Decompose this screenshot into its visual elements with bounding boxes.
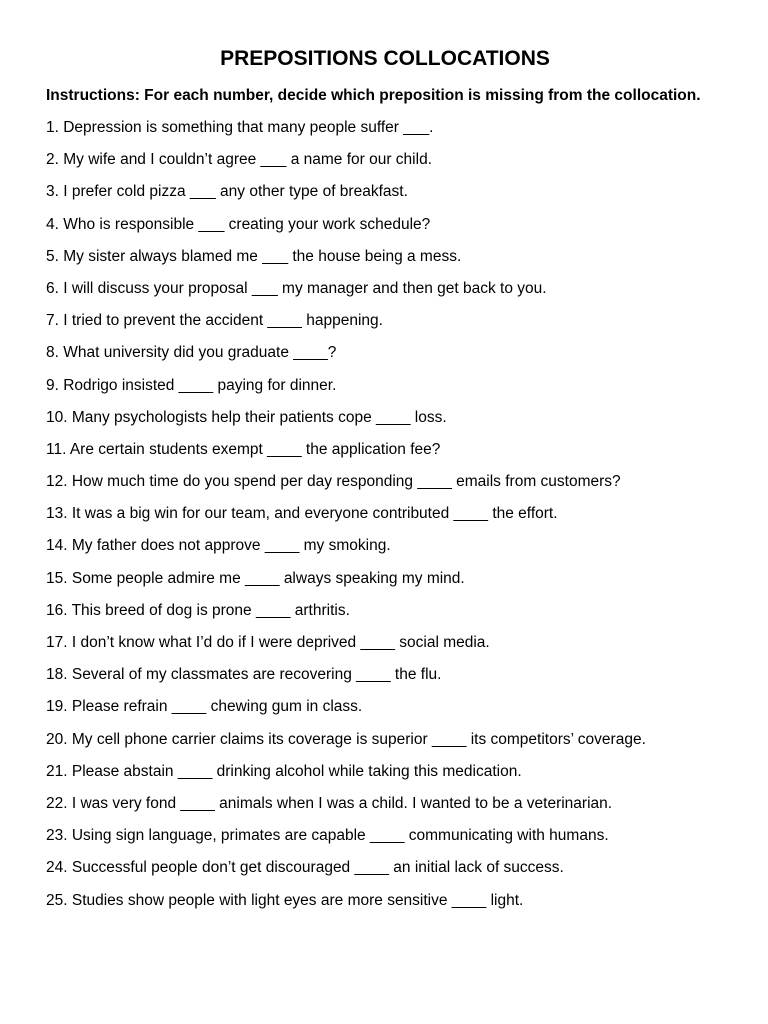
question-item: 24. Successful people don’t get discouraged ____ an initial lack of success. bbox=[46, 859, 564, 877]
worksheet-title: PREPOSITIONS COLLOCATIONS bbox=[220, 47, 550, 70]
question-item: 22. I was very fond ____ animals when I was a child. I wanted to be a veterinarian. bbox=[46, 794, 613, 812]
question-item: 21. Please abstain ____ drinking alcohol while taking this medication. bbox=[46, 762, 522, 780]
question-item: 16. This breed of dog is prone ____ arthritis. bbox=[46, 601, 350, 619]
question-item: 8. What university did you graduate ____? bbox=[46, 344, 337, 362]
question-item: 10. Many psychologists help their patients cope ____ loss. bbox=[46, 408, 447, 426]
question-item: 17. I don’t know what I’d do if I were deprived ____ social media. bbox=[46, 634, 490, 651]
question-item: 25. Studies show people with light eyes are more sensitive ____ light. bbox=[46, 891, 524, 909]
question-item: 7. I tried to prevent the accident ____ happening. bbox=[46, 312, 383, 330]
question-item: 3. I prefer cold pizza ___ any other type of breakfast. bbox=[46, 183, 408, 201]
question-item: 23. Using sign language, primates are capable ____ communicating with humans. bbox=[46, 827, 609, 845]
question-item: 12. How much time do you spend per day responding ____ emails from customers? bbox=[46, 473, 621, 491]
question-item: 2. My wife and I couldn’t agree ___ a name for our child. bbox=[46, 151, 432, 169]
question-list bbox=[46, 116, 736, 921]
question-item: 5. My sister always blamed me ___ the house being a mess. bbox=[46, 247, 462, 265]
question-item: 4. Who is responsible ___ creating your work schedule? bbox=[46, 215, 431, 233]
question-item: 9. Rodrigo insisted ____ paying for dinner. bbox=[46, 376, 337, 394]
worksheet bbox=[46, 44, 736, 921]
instructions: Instructions: For each number, decide which preposition is missing from the collocation. bbox=[46, 87, 701, 104]
question-item: 6. I will discuss your proposal ___ my manager and then get back to you. bbox=[46, 279, 547, 297]
question-item: 14. My father does not approve ____ my smoking. bbox=[46, 537, 391, 555]
question-item: 1. Depression is something that many people suffer ___. bbox=[46, 119, 434, 136]
question-item: 19. Please refrain ____ chewing gum in class. bbox=[46, 698, 363, 716]
question-item: 20. My cell phone carrier claims its coverage is superior ____ its competitors’ coverage. bbox=[46, 730, 646, 748]
question-item: 11. Are certain students exempt ____ the application fee? bbox=[46, 440, 441, 458]
question-item: 18. Several of my classmates are recovering ____ the flu. bbox=[46, 666, 442, 684]
question-item: 13. It was a big win for our team, and everyone contributed ____ the effort. bbox=[46, 505, 558, 523]
question-item: 15. Some people admire me ____ always speaking my mind. bbox=[46, 569, 465, 587]
